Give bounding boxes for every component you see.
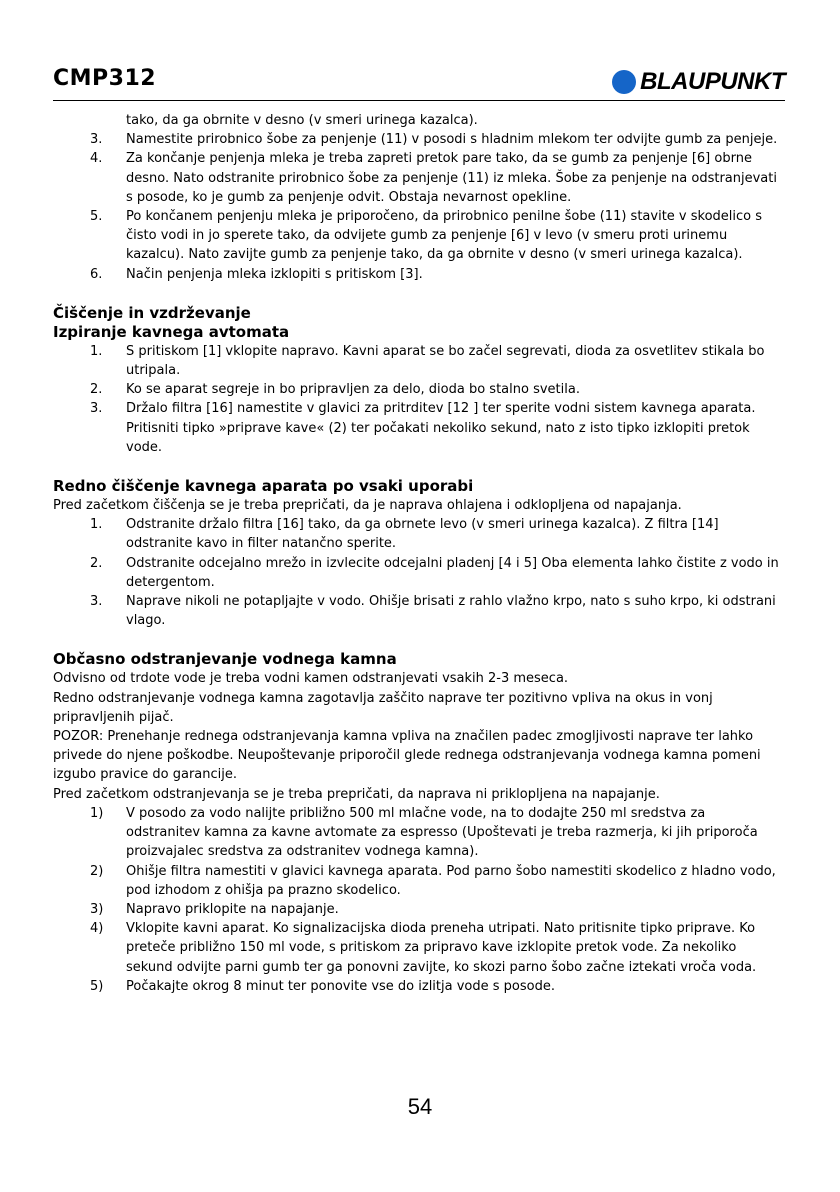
item-text: Odstranite odcejalno mrežo in izvlecite odcejalni pladenj [4 i 5] Oba elementa lahko čistite z vodo in detergentom.	[126, 555, 779, 590]
list-item	[53, 342, 783, 380]
item-text: Po končanem penjenju mleka je priporočeno, da prirobnico penilne šobe (11) stavite v skodelico s čisto vodi in jo sperete tako, da odvijete gumb za penjenje [6] v levo (v smeru proti urinemu kazalcu). Nato zavijte gumb za penjenje tako, da ga obrnite v desno (v smeri urinega kazalca).	[126, 209, 763, 263]
item-number: 4.	[90, 151, 103, 167]
item-text: S pritiskom [1] vklopite napravo. Kavni aparat se bo začel segrevati, dioda za osvetlitev stikala bo utripala.	[126, 343, 765, 379]
item-number: 5)	[90, 978, 104, 994]
list-item	[53, 130, 783, 149]
item-number: 2.	[90, 555, 103, 571]
item-text: Način penjenja mleka izklopiti s pritiskom [3].	[126, 266, 423, 282]
list-item	[53, 862, 783, 900]
paragraph: Odvisno od trdote vode je treba vodni kamen odstranjevati vsakih 2-3 meseca.	[53, 671, 569, 687]
item-text: Ko se aparat segreje in bo pripravljen za delo, dioda bo stalno svetila.	[126, 382, 580, 398]
list-item	[53, 804, 783, 862]
list-item	[53, 900, 783, 919]
item-text: Namestite prirobnico šobe za penjenje (11) v posodi s hladnim mlekom ter odvijte gumb za penjeje.	[126, 132, 778, 148]
list-item	[53, 977, 783, 996]
paragraph: Redno odstranjevanje vodnega kamna zagotavlja zaščito naprave ter pozitivno vpliva na okus in vonj pripravljenih pijač.	[53, 690, 713, 725]
list-item	[53, 554, 783, 592]
subsection-title: Izpiranje kavnega avtomata	[53, 322, 290, 341]
list-item	[53, 399, 783, 457]
page-number: 54	[407, 1094, 433, 1119]
item-number: 5.	[90, 209, 103, 225]
item-number: 3.	[90, 401, 103, 417]
section-title: Redno čiščenje kavnega aparata po vsaki uporabi	[53, 477, 474, 496]
item-text: tako, da ga obrnite v desno (v smeri urinega kazalca).	[126, 113, 478, 128]
list-item	[53, 149, 783, 207]
item-text: Počakajte okrog 8 minut ter ponovite vse do izlitja vode s posode.	[126, 978, 555, 994]
item-text: Naprave nikoli ne potapljajte v vodo. Ohišje brisati z rahlo vlažno krpo, nato s suho krpo, ki odstrani vlago.	[126, 594, 776, 629]
item-number: 2.	[90, 382, 103, 398]
brand-name: BLAUPUNKT	[640, 68, 785, 95]
section-title: Čiščenje in vzdrževanje	[53, 303, 251, 322]
list-item	[53, 111, 783, 130]
page-header	[53, 66, 785, 100]
model-name: CMP312	[53, 66, 157, 91]
warning-paragraph: POZOR: Prenehanje rednega odstranjevanja kamna vpliva na značilen padec zmogljivosti naprave ter lahko privede do njene poškodbe. Neupoštevanje priporočil glede rednega odstranjevanja vodnega kamna pomeni izgubo pravice do garancije.	[53, 729, 761, 783]
list-item	[53, 380, 783, 399]
item-text: Držalo filtra [16] namestite v glavici za pritrditev [12 ] ter sperite vodni sistem kavnega aparata. Pritisniti tipko »priprave kave« (2) ter počakati nekoliko sekund, nato z isto tipko izklopiti pretok vode.	[126, 401, 756, 455]
brand-dot-icon	[612, 70, 636, 94]
header-rule	[53, 100, 785, 101]
item-number: 3.	[90, 132, 103, 148]
item-text: Odstranite držalo filtra [16] tako, da ga obrnete levo (v smeri urinega kazalca). Z filtra [14] odstranite kavo in filter natančno sperite.	[126, 517, 719, 552]
item-number: 4)	[90, 921, 104, 937]
section-title: Občasno odstranjevanje vodnega kamna	[53, 650, 397, 669]
item-number: 1.	[90, 517, 103, 533]
item-number: 3)	[90, 901, 104, 917]
brand-logo	[612, 68, 785, 96]
list-item	[53, 207, 783, 265]
list-item	[53, 592, 783, 630]
item-text: V posodo za vodo nalijte približno 500 ml mlačne vode, na to dodajte 250 ml sredstva za odstranitev kamna za kavne avtomate za espresso (Upoštevati je treba razmerja, ki jih priporoča proizvajalec sredstva za odstranitev vodnega kamna).	[126, 805, 758, 860]
item-number: 6.	[90, 266, 103, 282]
item-number: 3.	[90, 594, 103, 610]
item-text: Vklopite kavni aparat. Ko signalizacijska dioda preneha utripati. Nato pritisnite tipko priprave. Ko preteče približno 150 ml vode, s pritiskom za pripravo kave izklopite pretok vode. Za nekoliko sekund odvijte parni gumb ter ga ponovni zavijte, ko skozi parno šobo začne iztekati vroča voda.	[126, 921, 757, 975]
document-body	[53, 111, 783, 996]
paragraph: Pred začetkom čiščenja se je treba prepričati, da je naprava ohlajena i odklopljena od napajanja.	[53, 498, 682, 514]
list-item	[53, 919, 783, 977]
item-number: 1)	[90, 805, 104, 821]
item-text: Ohišje filtra namestiti v glavici kavnega aparata. Pod parno šobo namestiti skodelico z hladno vodo, pod izhodom z ohišja pa prazno skodelico.	[126, 863, 776, 898]
list-item	[53, 515, 783, 553]
item-number: 1.	[90, 343, 103, 359]
paragraph: Pred začetkom odstranjevanja se je treba prepričati, da naprava ni priklopljena na napajanje.	[53, 786, 660, 802]
list-item	[53, 265, 783, 284]
item-number: 2)	[90, 863, 104, 879]
item-text: Za končanje penjenja mleka je treba zapreti pretok pare tako, da se gumb za penjenje [6] obrne desno. Nato odstranite prirobnico šobe za penjenje (11) iz mleka. Šobe za penjenje na odstranjevati s posode, ko je gumb za penjenje odvit. Obstaja nevarnost opekline.	[126, 151, 777, 205]
item-text: Napravo priklopite na napajanje.	[126, 901, 339, 917]
